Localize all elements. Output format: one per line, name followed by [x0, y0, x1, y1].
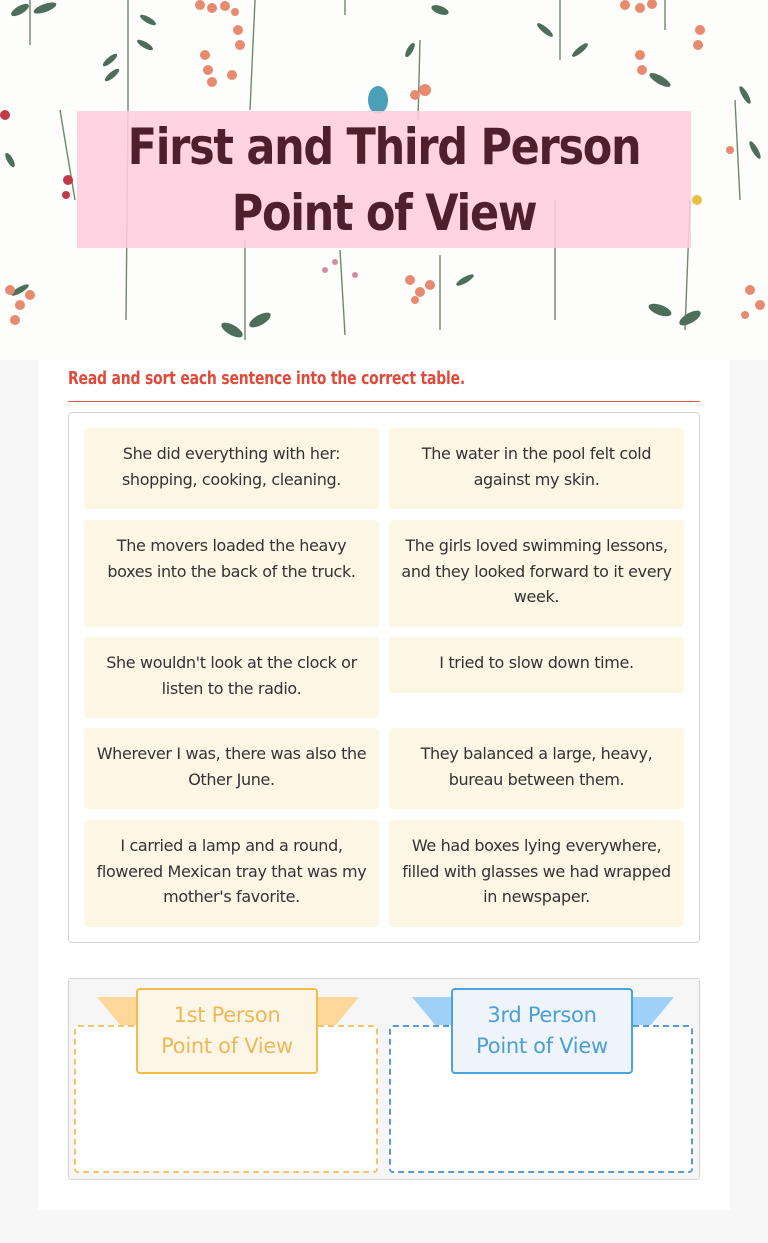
- sentence-card[interactable]: The girls loved swimming lessons, and they looked forward to it every week.: [389, 520, 684, 627]
- instructions-divider: [68, 401, 700, 402]
- sentence-card[interactable]: The water in the pool felt cold against my skin.: [389, 428, 684, 509]
- third-person-label: 3rd Person Point of View: [451, 988, 633, 1074]
- first-person-label: 1st Person Point of View: [136, 988, 318, 1074]
- title-banner: [77, 111, 691, 248]
- sentence-card[interactable]: I carried a lamp and a round, flowered Mexican tray that was my mother's favorite.: [84, 820, 379, 927]
- sorting-tables: [68, 978, 700, 1180]
- sentence-card[interactable]: She did everything with her: shopping, cooking, cleaning.: [84, 428, 379, 509]
- sentence-card[interactable]: We had boxes lying everywhere, filled with glasses we had wrapped in newspaper.: [389, 820, 684, 927]
- worksheet: [38, 360, 730, 1210]
- sentence-card[interactable]: They balanced a large, heavy, bureau between them.: [389, 728, 684, 809]
- sentence-card-pool: [68, 412, 700, 943]
- page-title: First and Third Person Point of View: [127, 117, 641, 242]
- sentence-card[interactable]: She wouldn't look at the clock or listen to the radio.: [84, 637, 379, 718]
- sentence-card[interactable]: I tried to slow down time.: [389, 637, 684, 693]
- floral-header-background: [0, 0, 768, 360]
- instructions-text: Read and sort each sentence into the correct table.: [68, 368, 465, 389]
- sentence-card[interactable]: The movers loaded the heavy boxes into the back of the truck.: [84, 520, 379, 627]
- sentence-card[interactable]: Wherever I was, there was also the Other June.: [84, 728, 379, 809]
